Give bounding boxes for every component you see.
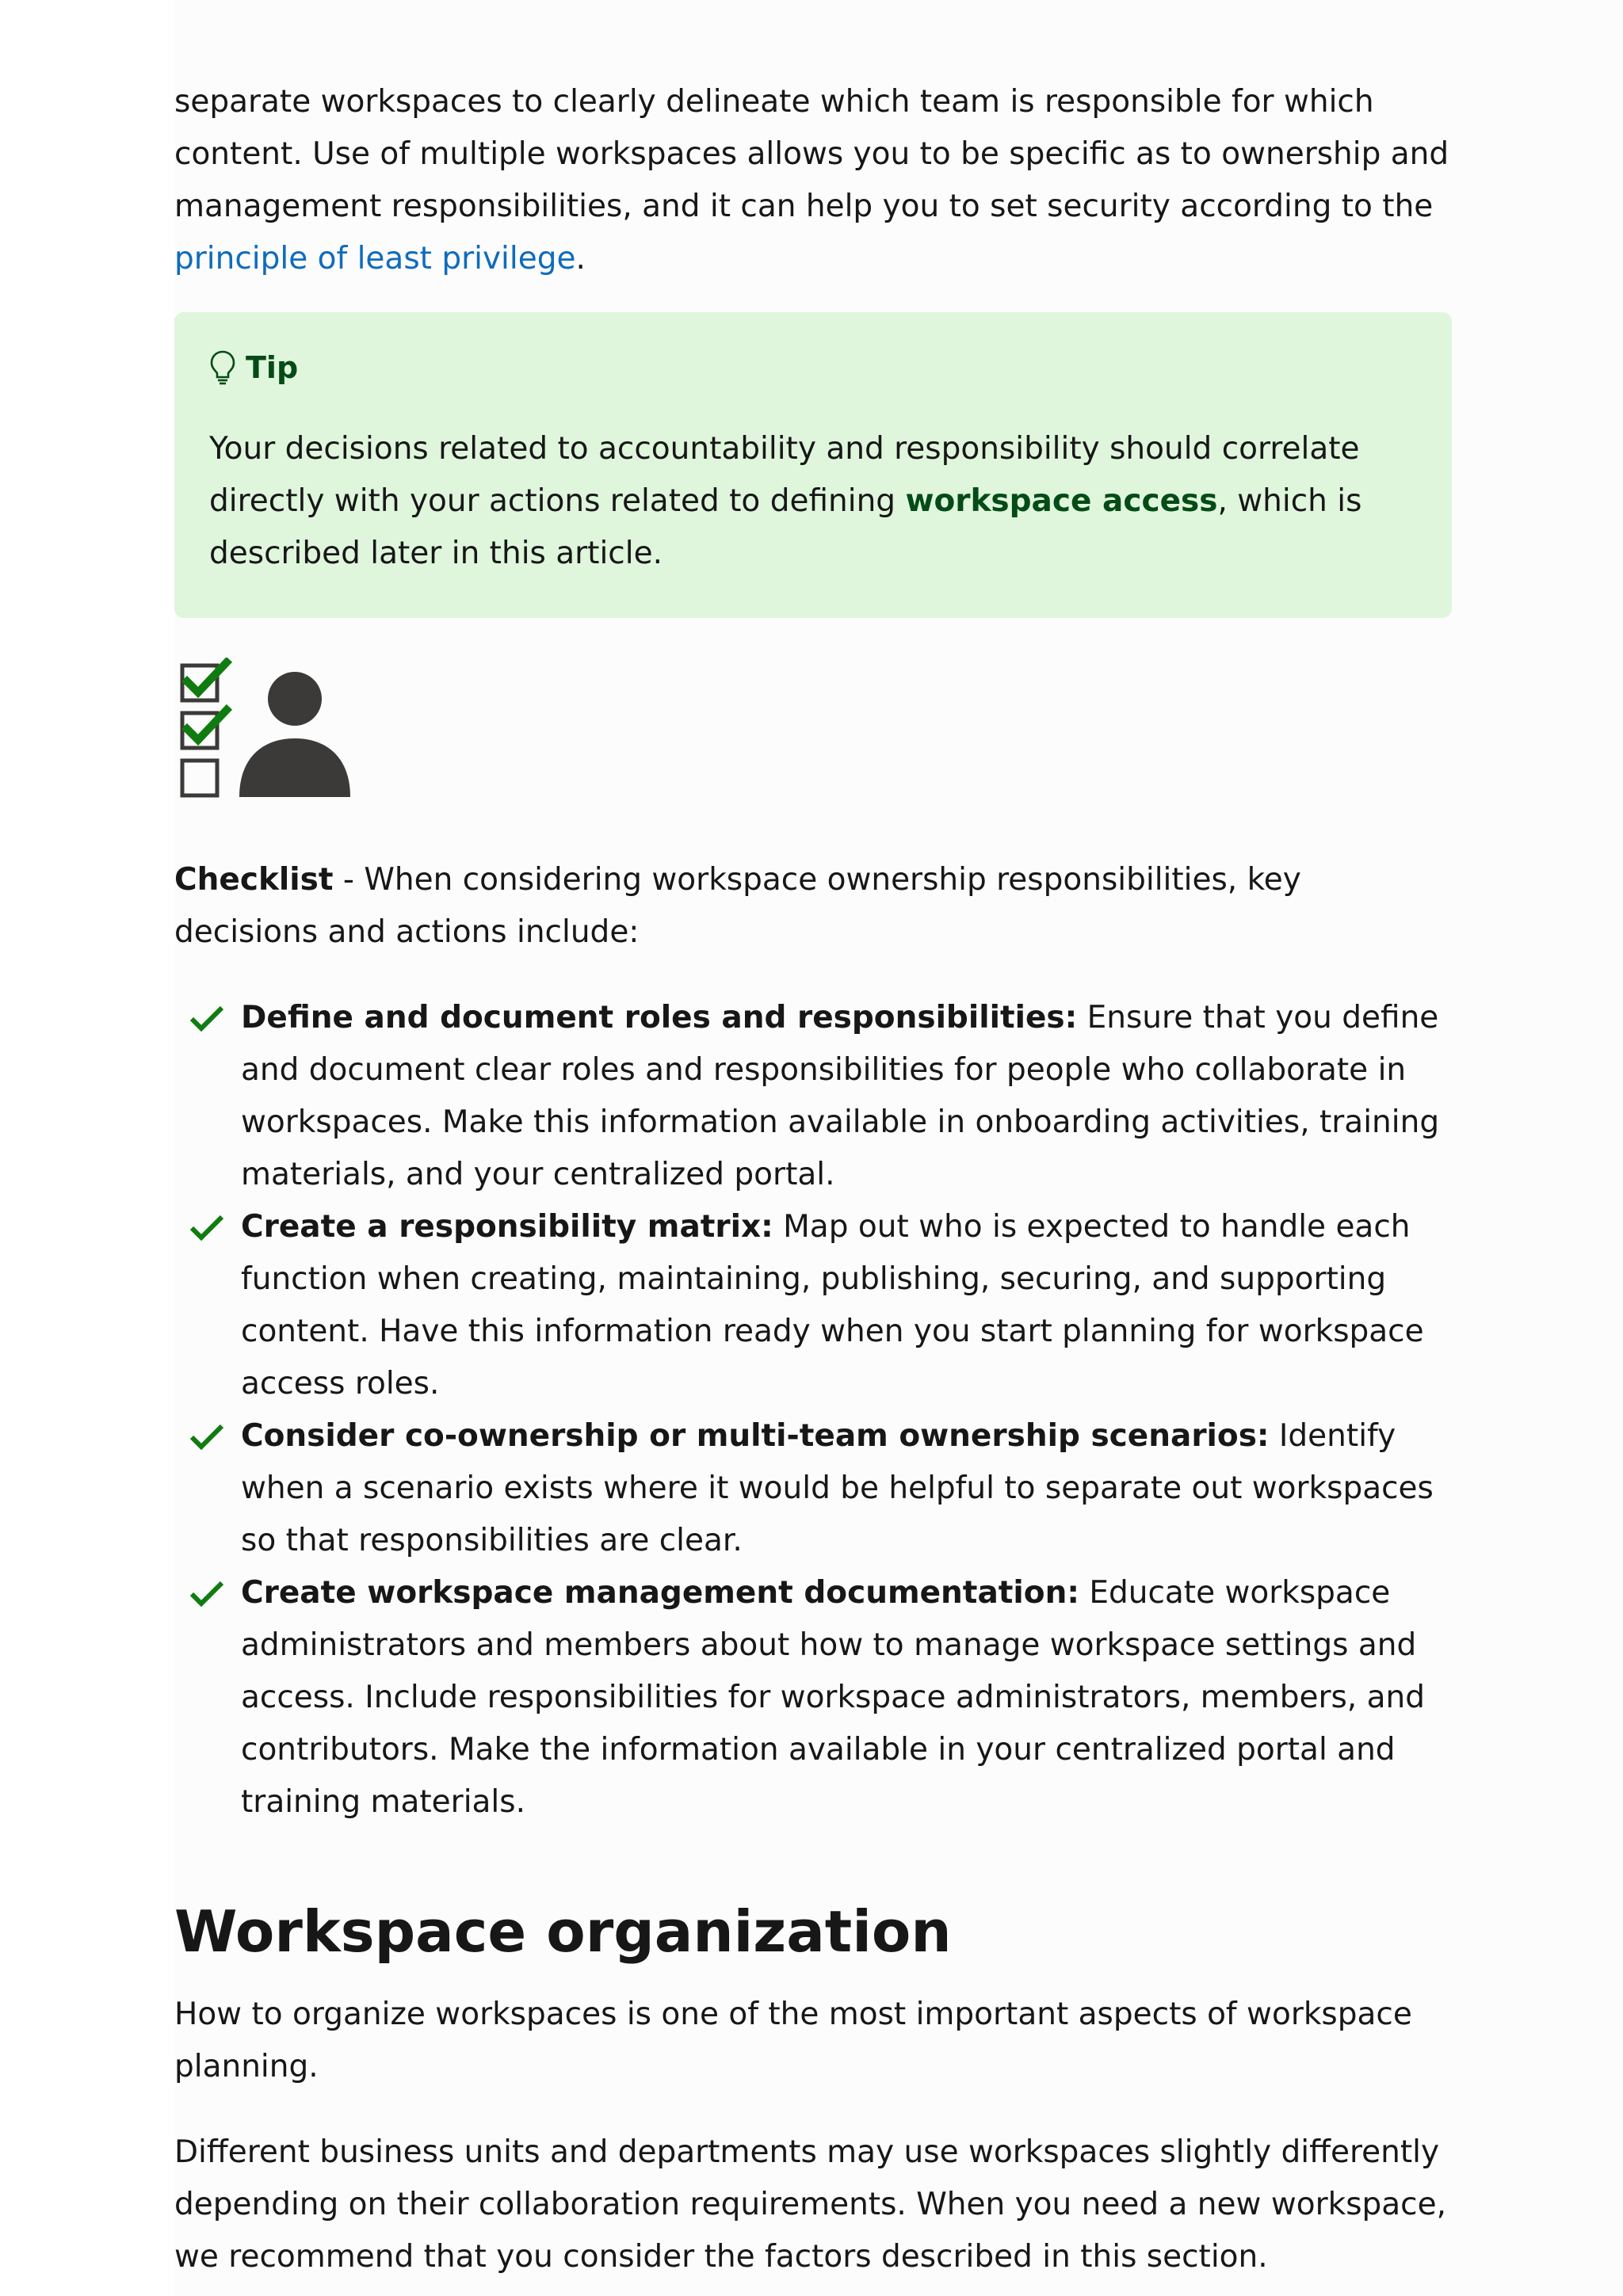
principle-of-least-privilege-link[interactable]: principle of least privilege — [174, 241, 576, 277]
lightbulb-icon — [209, 349, 236, 386]
workspace-access-emphasis: workspace access — [905, 483, 1218, 519]
tip-body — [209, 423, 1417, 580]
article-content — [174, 76, 1452, 2283]
checklist-person-icon — [174, 658, 357, 800]
section-heading: Workspace organization — [174, 1898, 952, 1965]
list-item-title: Consider co-ownership or multi-team ownership scenarios: — [241, 1418, 1270, 1454]
list-item-text: Educate workspace administrators and members about how to manage workspace settings and access. Include responsibilities for workspace administrators, members, and contributors. Make the information available in your centralized portal and training materials. — [241, 1575, 1425, 1820]
tip-text-after: , which is described later in this article. — [209, 483, 1362, 571]
list-item-title: Create a responsibility matrix: — [241, 1209, 773, 1245]
list-item-text: Identify when a scenario exists where it would be helpful to separate out workspaces so that responsibilities are clear. — [241, 1418, 1434, 1558]
section-paragraph-2: Different business units and departments may use workspaces slightly differently depending on their collaboration requirements. When you need a new workspace, we recommend that you consider the factors described in this section. — [174, 2134, 1446, 2275]
checkmark-icon — [189, 1005, 225, 1033]
tip-text-before: Your decisions related to accountability and responsibility should correlate directly with your actions related to defining — [209, 431, 1360, 519]
checkmark-icon — [189, 1580, 225, 1608]
checklist-intro-text: - When considering workspace ownership responsibilities, key decisions and actions include: — [174, 862, 1301, 950]
list-item — [174, 992, 1452, 1201]
list-item — [174, 1567, 1452, 1829]
list-item-text: Map out who is expected to handle each function when creating, maintaining, publishing, securing, and supporting content. Have this information ready when you start planning for workspace access roles. — [241, 1209, 1424, 1402]
list-item — [174, 1201, 1452, 1410]
checklist — [174, 992, 1452, 1829]
tip-title: Tip — [246, 350, 299, 385]
checklist-intro — [174, 854, 1452, 959]
list-item-title: Define and document roles and responsibilities: — [241, 1000, 1078, 1035]
tip-callout — [174, 312, 1452, 618]
intro-text: separate workspaces to clearly delineate which team is responsible for which content. Use of multiple workspaces allows you to be specific as to ownership and management responsibilities, and it can help you to set security according to the — [174, 84, 1449, 224]
list-item — [174, 1410, 1452, 1567]
checkmark-icon — [189, 1214, 225, 1242]
section-paragraph-1: How to organize workspaces is one of the most important aspects of workspace planning. — [174, 1997, 1412, 2084]
intro-period: . — [575, 241, 586, 277]
checklist-label: Checklist — [174, 862, 334, 898]
tip-title-row — [209, 347, 1417, 388]
checkmark-icon — [189, 1423, 225, 1451]
list-item-text: Ensure that you define and document clear roles and responsibilities for people who collaborate in workspaces. Make this information available in onboarding activities, training materials, and your centralized portal. — [241, 1000, 1440, 1192]
list-item-title: Create workspace management documentation: — [241, 1575, 1079, 1611]
intro-paragraph — [174, 76, 1452, 285]
